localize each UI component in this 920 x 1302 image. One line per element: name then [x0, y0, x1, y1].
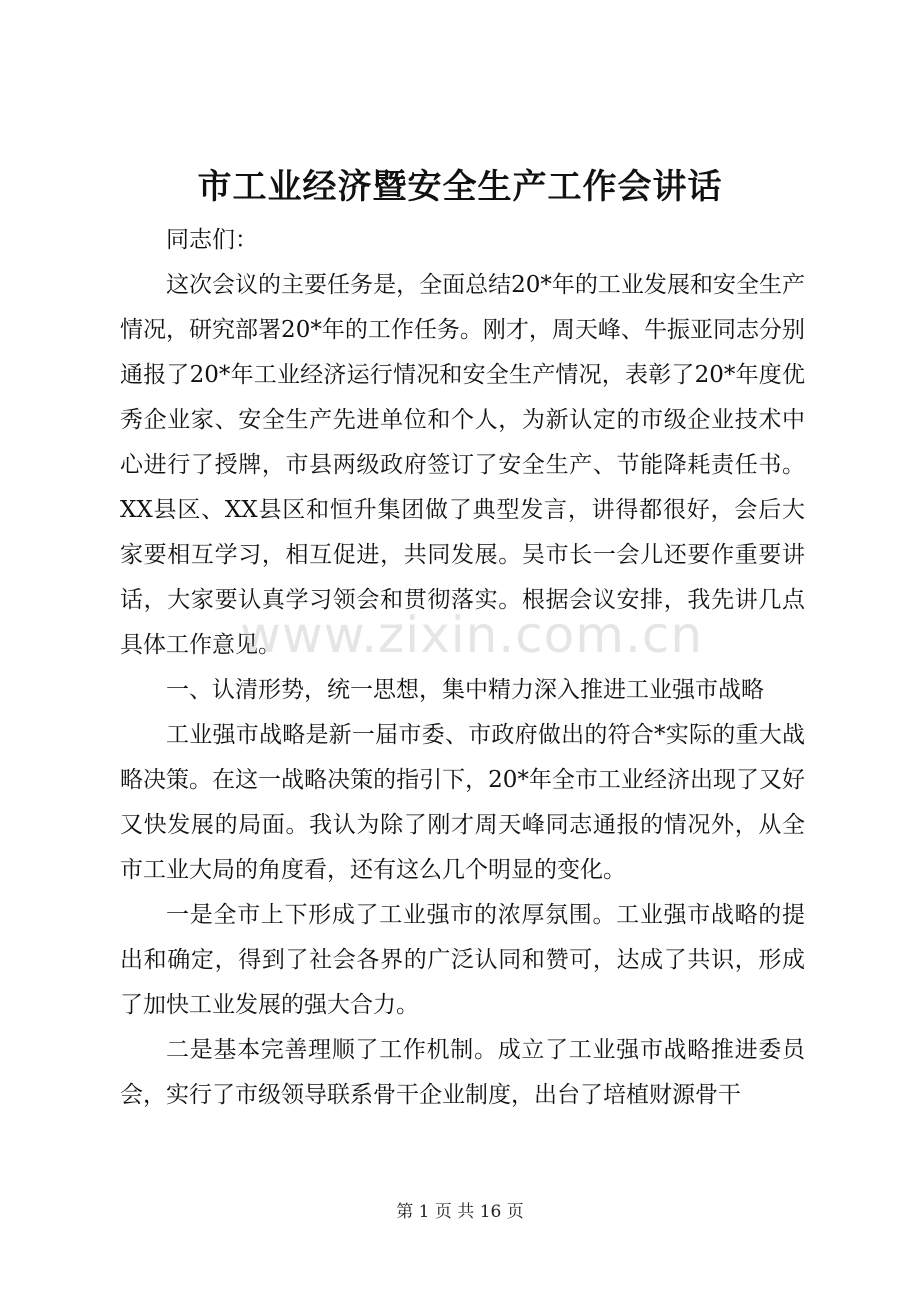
watermark: www.zixin.com.cn: [240, 606, 704, 664]
paragraph-4: 二是基本完善理顺了工作机制。成立了工业强市战略推进委员会，实行了市级领导联系骨干企业制度，出台了培植财源骨干: [120, 1037, 805, 1108]
document-body: [120, 218, 805, 1118]
page-footer: 第 1 页 共 16 页: [396, 1202, 524, 1222]
page-title: 市工业经济暨安全生产工作会讲话: [197, 167, 723, 207]
paragraph-2: 工业强市战略是新一届市委、市政府做出的符合*实际的重大战略决策。在这一战略决策的指引下，20*年全市工业经济出现了又好又快发展的局面。我认为除了刚才周天峰同志通报的情况外，从全市工业大局的角度看，还有这么几个明显的变化。: [120, 722, 805, 883]
paragraph-3: 一是全市上下形成了工业强市的浓厚氛围。工业强市战略的提出和确定，得到了社会各界的广泛认同和赞可，达成了共识，形成了加快工业发展的强大合力。: [120, 902, 805, 1018]
section-heading-1: 一、认清形势，统一思想，集中精力深入推进工业强市战略: [166, 677, 764, 703]
salutation: 同志们：: [166, 227, 258, 253]
paragraph-1: 这次会议的主要任务是，全面总结20*年的工业发展和安全生产情况，研究部署20*年的工作任务。刚才，周天峰、牛振亚同志分别通报了20*年工业经济运行情况和安全生产情况，表彰了20*年度优秀企业家、安全生产先进单位和个人，为新认定的市级企业技术中心进行了授牌，市县两级政府签订了安全生产、节能降耗责任书。XX县区、XX县区和恒升集团做了典型发言，讲得都很好，会后大家要相互学习，相互促进，共同发展。吴市长一会儿还要作重要讲话，大家要认真学习领会和贯彻落实。根据会议安排，我先讲几点具体工作意见。: [120, 272, 805, 658]
